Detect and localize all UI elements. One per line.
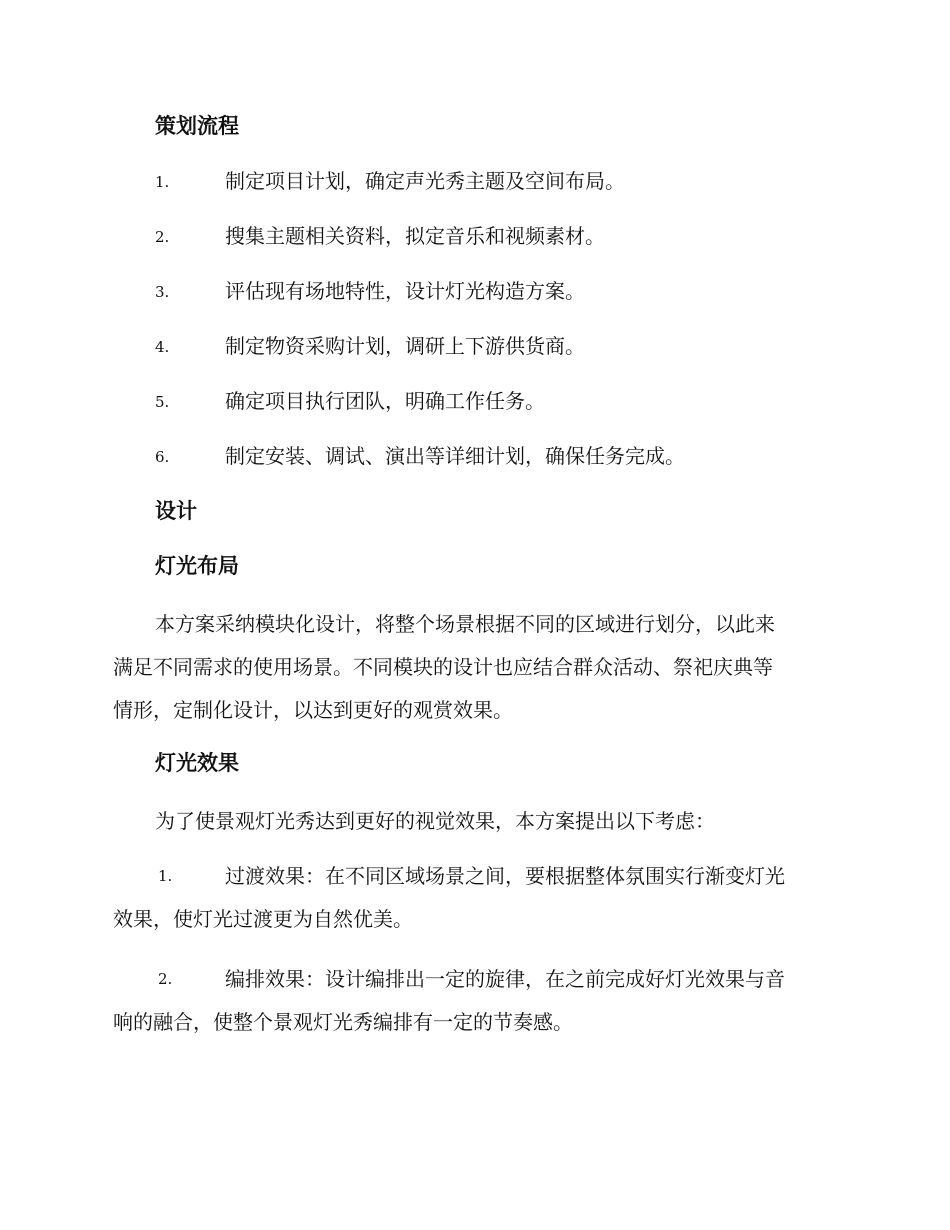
paragraph-line: 编排效果：设计编排出一定的旋律，在之前完成好灯光效果与音 — [225, 967, 785, 991]
list-number: 6. — [155, 448, 170, 466]
heading-planning-process: 策划流程 — [155, 113, 239, 138]
list-text: 制定项目计划，确定声光秀主题及空间布局。 — [225, 169, 625, 193]
paragraph-line: 满足不同需求的使用场景。不同模块的设计也应结合群众活动、祭祀庆典等 — [113, 655, 773, 679]
list-text: 搜集主题相关资料，拟定音乐和视频素材。 — [225, 224, 605, 248]
list-number: 1. — [155, 173, 170, 191]
paragraph-line: 情形，定制化设计，以达到更好的观赏效果。 — [113, 698, 513, 722]
list-item — [113, 163, 833, 199]
paragraph-line: 过渡效果：在不同区域场景之间，要根据整体氛围实行渐变灯光 — [225, 864, 785, 888]
heading-lighting-layout: 灯光布局 — [155, 553, 239, 578]
paragraph-lighting-layout — [113, 603, 833, 732]
document-body — [113, 108, 833, 1061]
list-item — [113, 383, 833, 419]
numbered-paragraph — [113, 855, 833, 941]
list-text: 确定项目执行团队，明确工作任务。 — [225, 389, 545, 413]
heading-design: 设计 — [155, 498, 197, 523]
list-item — [113, 328, 833, 364]
list-text: 制定安装、调试、演出等详细计划，确保任务完成。 — [225, 444, 685, 468]
paragraph-text: 为了使景观灯光秀达到更好的视觉效果，本方案提出以下考虑： — [155, 809, 715, 833]
list-number: 2. — [155, 228, 170, 246]
paragraph-line: 效果，使灯光过渡更为自然优美。 — [113, 907, 413, 931]
paragraph-effects-intro — [113, 800, 833, 843]
list-text: 制定物资采购计划，调研上下游供货商。 — [225, 334, 585, 358]
list-number: 5. — [155, 393, 170, 411]
numbered-paragraph — [113, 958, 833, 1044]
paragraph-line: 响的融合，使整个景观灯光秀编排有一定的节奏感。 — [113, 1010, 573, 1034]
list-item — [113, 273, 833, 309]
list-number: 1. — [158, 867, 173, 885]
list-text: 评估现有场地特性，设计灯光构造方案。 — [225, 279, 585, 303]
paragraph-line: 本方案采纳模块化设计，将整个场景根据不同的区域进行划分，以此来 — [155, 612, 775, 636]
list-number: 3. — [155, 283, 170, 301]
list-item — [113, 438, 833, 474]
list-number: 2. — [158, 970, 173, 988]
list-item — [113, 218, 833, 254]
list-number: 4. — [155, 338, 170, 356]
heading-lighting-effects: 灯光效果 — [155, 750, 239, 775]
